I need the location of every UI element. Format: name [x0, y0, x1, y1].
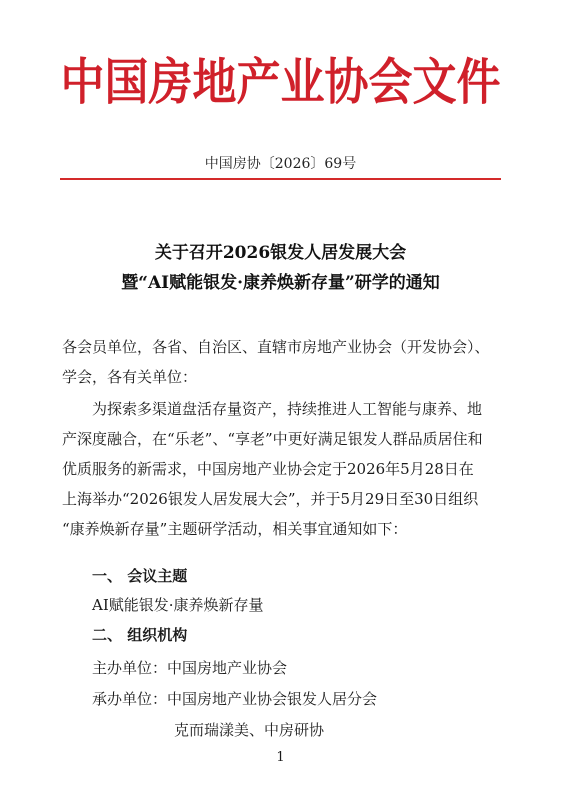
- co-organizer: 承办单位：中国房地产业协会银发人居分会: [92, 690, 378, 708]
- salutation-line: 学会，各有关单位：: [62, 368, 198, 386]
- salutation: [62, 332, 502, 392]
- page-number: 1: [276, 750, 285, 765]
- notice-title-line-1: 关于召开2026银发人居发展大会: [154, 243, 407, 263]
- red-divider-line: [60, 178, 501, 180]
- document-number: 中国房协〔2026〕69号: [204, 156, 357, 172]
- body-line: “康养焕新存量”主题研学活动，相关事宜通知如下：: [62, 520, 408, 538]
- host-organization: 主办单位：中国房地产业协会: [92, 659, 288, 677]
- body-paragraph: [62, 394, 502, 544]
- meeting-theme-text: AI赋能银发·康养焕新存量: [92, 596, 264, 614]
- body-line: 为探索多渠道盘活存量资产，持续推进人工智能与康养、地: [92, 400, 483, 418]
- section-heading-theme: 一、 会议主题: [92, 567, 188, 585]
- notice-title-line-2: 暨“AI赋能银发·康养焕新存量”研学的通知: [121, 273, 440, 293]
- co-organizer-continued: 克而瑞漾美、中房研协: [174, 721, 325, 739]
- section-heading-organizers: 二、 组织机构: [92, 626, 188, 644]
- body-line: 上海举办“2026银发人居发展大会”，并于5月29日至30日组织: [62, 490, 479, 508]
- issuing-org-header: 中国房地产业协会文件: [60, 54, 501, 112]
- salutation-line: 各会员单位，各省、自治区、直辖市房地产业协会（开发协会）、: [62, 338, 490, 356]
- body-line: 优质服务的新需求，中国房地产业协会定于2026年5月28日在: [62, 460, 474, 478]
- body-line: 产深度融合，在“乐老”、“享老”中更好满足银发人群品质居住和: [62, 430, 483, 448]
